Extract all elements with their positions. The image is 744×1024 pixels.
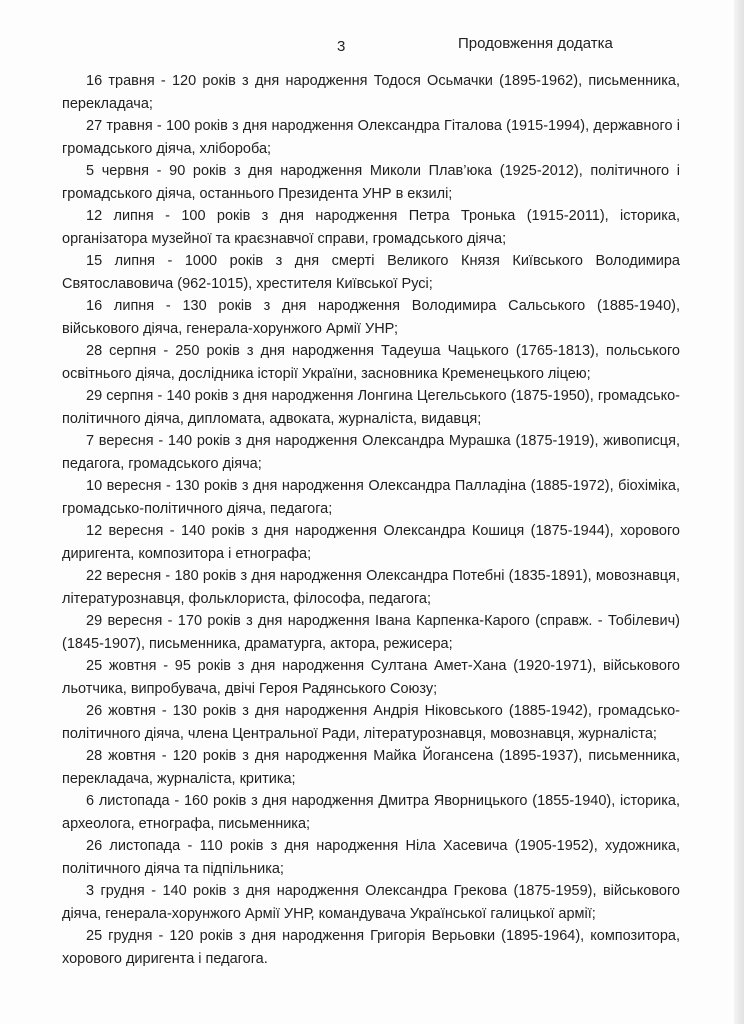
list-item: 26 жовтня - 130 років з дня народження Андрія Ніковського (1885-1942), громадсько-політичного діяча, члена Центральної Ради, літературознавця, мовознавця, журналіста;	[62, 703, 680, 742]
header-note: Продовження додатка	[458, 35, 613, 52]
list-item: 25 грудня - 120 років з дня народження Григорія Верьовки (1895-1964), композитора, хорового диригента і педагога.	[62, 928, 680, 967]
list-item: 10 вересня - 130 років з дня народження Олександра Палладіна (1885-1972), біохіміка, громадсько-політичного діяча, педагога;	[62, 478, 680, 517]
list-item: 27 травня - 100 років з дня народження Олександра Гіталова (1915-1994), державного і громадського діяча, хлібороба;	[62, 118, 680, 157]
list-item: 26 листопада - 110 років з дня народження Ніла Хасевича (1905-1952), художника, політичного діяча та підпільника;	[62, 838, 680, 877]
list-item: 3 грудня - 140 років з дня народження Олександра Грековa (1875-1959), військового діяча, генерала-хорунжого Армії УНР, командувача Української галицької армії;	[62, 883, 680, 922]
list-item: 5 червня - 90 років з дня народження Миколи Плав’юка (1925-2012), політичного і громадського діяча, останнього Президента УНР в екзилі;	[62, 163, 680, 202]
list-item: 28 серпня - 250 років з дня народження Тадеуша Чацького (1765-1813), польського освітнього діяча, дослідника історії України, засновника Кременецького ліцею;	[62, 343, 680, 382]
list-item: 25 жовтня - 95 років з дня народження Султана Амет-Хана (1920-1971), військового льотчика, випробувача, двічі Героя Радянського Союзу;	[62, 658, 680, 697]
list-item: 16 липня - 130 років з дня народження Володимира Сальського (1885-1940), військового діяча, генерала-хорунжого Армії УНР;	[62, 298, 680, 337]
page-edge	[734, 0, 744, 1024]
list-item: 28 жовтня - 120 років з дня народження Майка Йогансена (1895-1937), письменника, перекладача, журналіста, критика;	[62, 748, 680, 787]
list-item: 16 травня - 120 років з дня народження Тодося Осьмачки (1895-1962), письменника, перекладача;	[62, 73, 680, 112]
page-number: 3	[337, 38, 346, 55]
list-item: 7 вересня - 140 років з дня народження Олександра Мурашка (1875-1919), живописця, педагога, громадського діяча;	[62, 433, 680, 472]
list-item: 12 вересня - 140 років з дня народження Олександра Кошиця (1875-1944), хорового диригента, композитора і етнографа;	[62, 523, 680, 562]
anniversary-list	[62, 70, 680, 970]
list-item: 22 вересня - 180 років з дня народження Олександра Потебні (1835-1891), мовознавця, літературознавця, фольклориста, філософа, педагога;	[62, 568, 680, 607]
list-item: 15 липня - 1000 років з дня смерті Великого Князя Київського Володимира Святославовича (962-1015), хрестителя Київської Русі;	[62, 253, 680, 292]
list-item: 29 серпня - 140 років з дня народження Лонгина Цегельського (1875-1950), громадсько-політичного діяча, дипломата, адвоката, журналіста, видавця;	[62, 388, 680, 427]
list-item: 29 вересня - 170 років з дня народження Івана Карпенка-Карого (справж. - Тобілевич) (1845-1907), письменника, драматурга, актора, режисера;	[62, 613, 680, 652]
list-item: 12 липня - 100 років з дня народження Петра Тронька (1915-2011), історика, організатора музейної та краєзнавчої справи, громадського діяча;	[62, 208, 680, 247]
list-item: 6 листопада - 160 років з дня народження Дмитра Яворницького (1855-1940), історика, археолога, етнографа, письменника;	[62, 793, 680, 832]
